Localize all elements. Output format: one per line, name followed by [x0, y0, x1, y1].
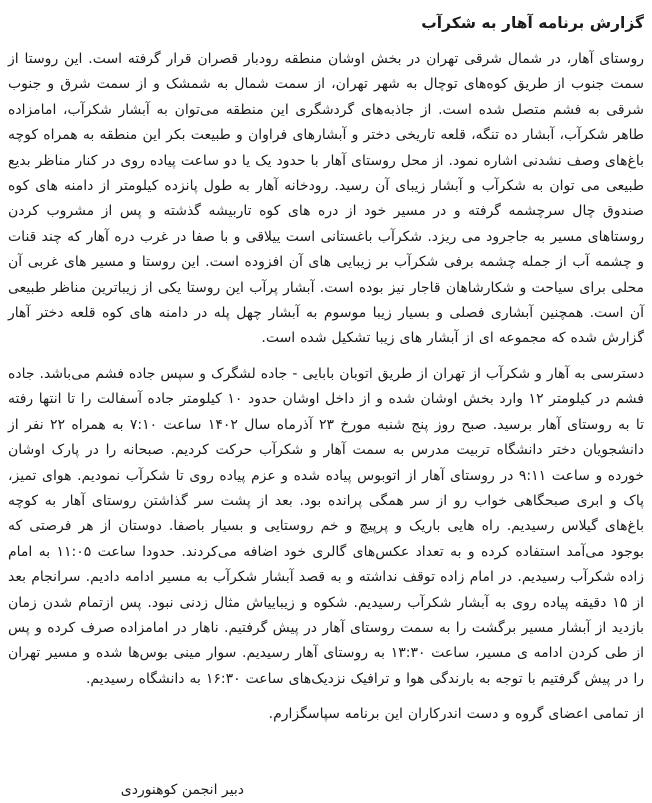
document-title: گزارش برنامه آهار به شکرآب [421, 14, 644, 32]
paragraph-trip-report: دسترسی به آهار و شکرآب از تهران از طریق اتوبان بابایی - جاده لشگرک و سپس جاده فشم می‌باشد. جاده فشم در کیلومتر ۱۲ وارد بخش اوشان شده و از داخل اوشان حدود ۱۰ کیلومتر جاده آسفالت را تا انتها رفته تا به روستای آهار برسید. صبح روز پنج شنبه مورخ ۲۳ آذرماه سال ۱۴۰۲ ساعت ۷:۱۰ به همراه ۲۲ نفر از دانشجویان دختر دانشگاه تربیت مدرس به سمت آهار و شکرآب حرکت کردیم. صبحانه را در پارک اوشان خورده و ساعت ۹:۱۱ در روستای آهار از اتوبوس پیاده شده و عزم پیاده روی تا شکرآب نمودیم. هوای تمیز، پاک و ابری صبحگاهی خواب رو از سر همگی پرانده بود. بعد از پشت سر گذاشتن روستای آهار به کوچه باغ‌های گیلاس رسیدیم. راه هایی باریک و پرپیچ و خم روستایی و بسیار باصفا. دوستان از هر فرصتی که بوجود می‌آمد استفاده کرده و به تعداد عکس‌های گالری خود اضافه می‌کردند. حدودا ساعت ۱۱:۰۵ به امام زاده شکرآب رسیدیم. در امام زاده توقف نداشته و به قصد آبشار شکرآب به مسیر ادامه دادیم. سرانجام بعد از ۱۵ دقیقه پیاده روی به آبشار شکرآب رسیدیم. شکوه و زیباییاش مثال زدنی نبود. پس ازتمام شدن زمان بازدید از آبشار مسیر برگشت را به سمت روستای آهار در پیش گرفتیم. ناهار در امامزاده صرف کرده و پس از طی کردن ادامه ی مسیر، ساعت ۱۳:۳۰ به روستای آهار رسیدیم. سوار مینی بوس‌ها شده و مسیر تهران را در پیش گرفتیم با توجه به بارندگی هوا و ترافیک نزدیک‌های ساعت ۱۶:۳۰ به دانشگاه رسیدیم. [8, 365, 645, 687]
paragraph-thanks: از تمامی اعضای گروه و دست اندرکاران این برنامه سپاسگزارم. [268, 706, 644, 723]
paragraph-village-description: روستای آهار، در شمال شرقی تهران در بخش اوشان منطقه رودبار قصران قرار گرفته است. این روستا از سمت جنوب از طریق کوه‌های توچال به شهر تهران، از سمت شمال به شمشک و از سمت شرق و جنوب شرقی به فشم متصل شده است. از جاذبه‌های گردشگری این منطقه می‌توان به آبشار شکرآب، امامزاده طاهر شکرآب، آبشار ده تنگه، قلعه تاریخی دختر و آبشارهای فراوان و طبیعت بکر این منطقه به همراه کوچه باغ‌های وصف نشدنی اشاره نمود. از محل روستای آهار با حدود یک یا دو ساعت پیاده روی در کنار مناظر بدیع طبیعی می توان به شکرآب و آبشار زیبای آن رسید. رودخانه آهار به طول پانزده کیلومتر از دامنه های کوه صندوق چال سرچشمه گرفته و در مسیر خود از دره های کوه تاربیشه گذشته و پس از مشروب کردن روستاهای مسیر به جاجرود می ریزد. شکرآب باغستانی است ییلاقی و با صفا در غرب دره آهار که چند قنات و چشمه آب از جمله چشمه برفی شکرآب بر زیبایی های آن افزوده است. این روستا و مسیر های غربی آن محلی برای سیاحت و شکارشاهان قاجار نیز بوده است. آبشار پرآب این روستا یکی از زیباترین مناظر طبیعی آن است. همچنین آبشاری فصلی و بسیار زیبا موسوم به آبشار چهل پله در دامنه های کوه قلعه دختر آهار گزارش شده که مجموعه ای از آبشار های زیبا تشکیل شده است. [8, 51, 644, 347]
signature-line: دبیر انجمن کوهنوردی [120, 781, 244, 798]
